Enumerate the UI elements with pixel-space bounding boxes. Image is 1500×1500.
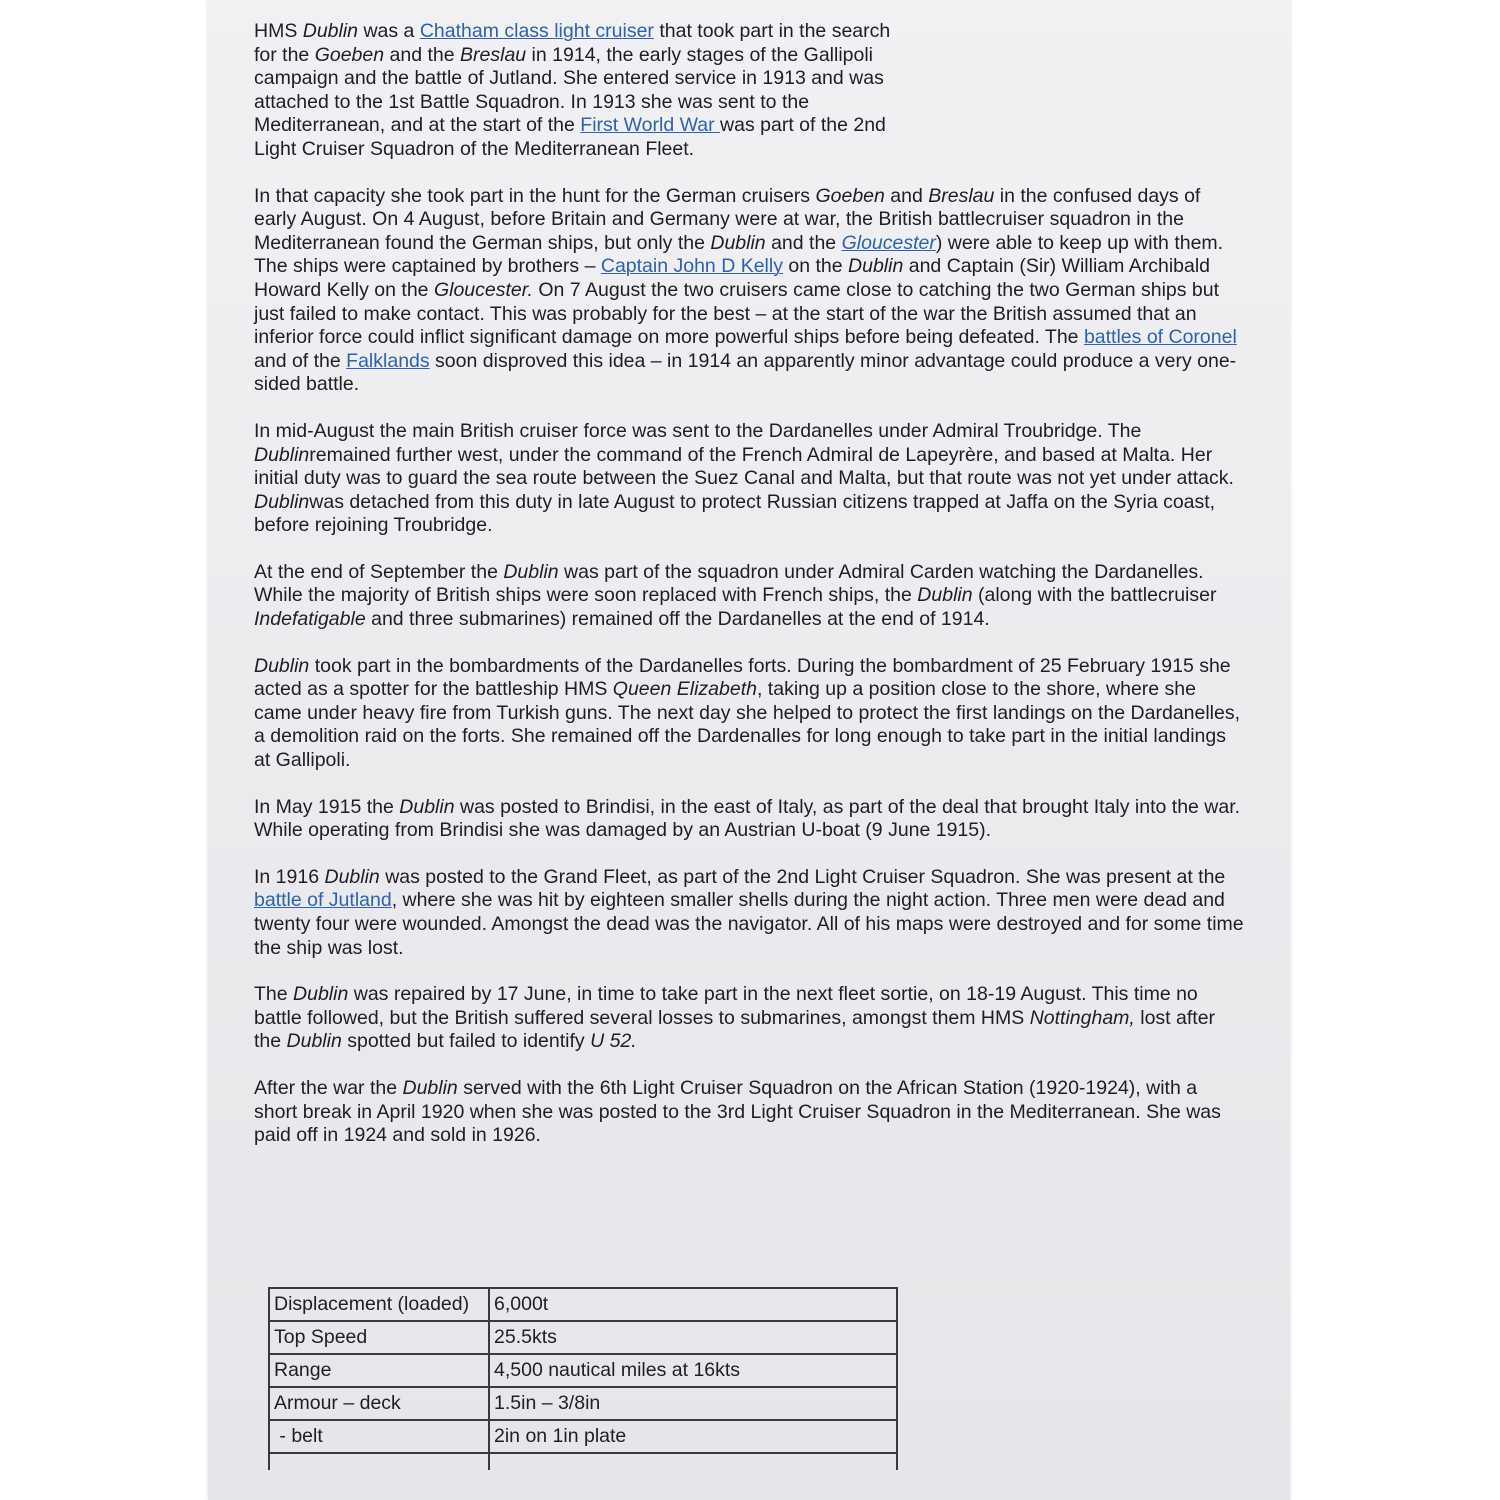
text: (along with the battlecruiser	[972, 584, 1217, 607]
link-falklands[interactable]: Falklands	[346, 349, 430, 372]
ship-name: Dublin	[293, 983, 349, 1006]
text: and the	[384, 43, 461, 66]
text: served with the 6th Light Cruiser Squadron on the African Station (1920-1924), with a short break in April 1920 when she was posted to the 3rd Light Cruiser Squadron in the Mediterranean. She was paid off in 1924 and sold in 1926.	[254, 1076, 1221, 1147]
text: and the	[765, 231, 842, 254]
ship-name: Dublin	[503, 560, 559, 583]
ship-name: U 52.	[590, 1030, 637, 1053]
ship-name: Dublin	[399, 795, 455, 818]
ship-name: Nottingham,	[1029, 1006, 1135, 1029]
table-row	[269, 1321, 897, 1354]
paragraph-jutland	[254, 866, 1244, 960]
ship-name: Dublin	[302, 20, 359, 42]
paragraph-repair	[254, 983, 1244, 1054]
ship-name: Dublin	[848, 255, 904, 278]
spec-value: 6,000t	[489, 1288, 897, 1321]
text: soon disproved this idea – in 1914 an apparently minor advantage could produce a very one-sided battle.	[254, 349, 1237, 396]
ship-name: Queen Elizabeth	[612, 678, 757, 701]
spec-value: 1.5in – 3/8in	[489, 1387, 897, 1420]
ship-name: Dublin	[324, 865, 380, 888]
spec-label: Armour – deck	[269, 1387, 489, 1420]
link-gloucester[interactable]: Gloucester	[841, 231, 936, 254]
text: was posted to Brindisi, in the east of Italy, as part of the deal that brought Italy into the war. While operating from Brindisi she was damaged by an Austrian U-boat (9 June 1915).	[254, 795, 1241, 842]
link-captain-john-kelly[interactable]: Captain John D Kelly	[600, 255, 783, 278]
paragraph-bombardment	[254, 655, 1244, 773]
table-row	[269, 1288, 897, 1321]
spec-value: 4,500 nautical miles at 16kts	[489, 1354, 897, 1387]
text: in 1914, the early stages of the Gallipoli campaign and the battle of Jutland. She entered service in 1913 and was attached to the 1st Battle Squadron. In 1913 she was sent to the Mediterranean, and at the start of the	[254, 43, 884, 137]
spec-value-empty	[489, 1453, 897, 1470]
text: lost after the	[254, 1006, 1216, 1053]
ship-name: Dublin	[710, 231, 766, 254]
text: on the	[782, 255, 849, 278]
text: ) were able to keep up with them. The ships were captained by brothers –	[254, 231, 1224, 278]
text: remained further west, under the command of the French Admiral de Lapeyrère, and based at Malta. Her initial duty was to guard the sea route between the Suez Canal and Malta, but that route was not yet under attack.	[254, 443, 1234, 490]
ship-name: Dublin	[917, 584, 973, 607]
paragraph-september	[254, 561, 1244, 632]
text: The	[254, 983, 294, 1006]
ship-name: Dublin	[254, 443, 310, 466]
paragraph-intro	[254, 20, 914, 162]
text: After the war the	[254, 1076, 403, 1099]
text: , taking up a position close to the shore, where she came under heavy fire from Turkish guns. The next day she helped to protect the first landings on the Dardanelles, a demolition raid on the forts. She remained off the Dardenalles for long enough to take part in the initial landings at Gallipoli.	[254, 678, 1241, 772]
text: in the confused days of early August. On 4 August, before Britain and Germany were at war, the British battlecruiser squadron in the Mediterranean found the German ships, but only the	[254, 184, 1201, 254]
spec-label: Displacement (loaded)	[269, 1288, 489, 1321]
ship-name: Breslau	[928, 184, 995, 207]
table-row-empty	[269, 1453, 897, 1470]
text: On 7 August the two cruisers came close to catching the two German ships but just failed to make contact. This was probably for the best – at the start of the war the British assumed that an inferior force could inflict significant damage on more powerful ships before being defeated. The	[254, 278, 1220, 349]
spec-label: Top Speed	[269, 1321, 489, 1354]
ship-name: Breslau	[460, 43, 527, 66]
paragraph-after-war	[254, 1077, 1244, 1148]
text: In 1916	[254, 865, 325, 888]
text: was part of the squadron under Admiral Carden watching the Dardanelles. While the majority of British ships were soon replaced with French ships, the	[254, 560, 1204, 607]
link-battle-of-jutland[interactable]: battle of Jutland	[254, 889, 392, 912]
text: At the end of September the	[254, 560, 504, 583]
table-row	[269, 1420, 897, 1453]
spec-value: 2in on 1in plate	[489, 1420, 897, 1453]
table-row	[269, 1354, 897, 1387]
article-body	[254, 20, 1244, 1171]
text: was repaired by 17 June, in time to take part in the next fleet sortie, on 18-19 August. This time no battle followed, but the British suffered several losses to submarines, amongst them HMS	[254, 983, 1198, 1029]
paragraph-brindisi	[254, 796, 1244, 843]
ship-name: Dublin	[286, 1030, 342, 1053]
ship-name: Goeben	[314, 43, 385, 66]
ship-name: Goeben	[815, 184, 885, 207]
text: was posted to the Grand Fleet, as part of the 2nd Light Cruiser Squadron. She was present at the	[379, 865, 1226, 888]
spec-value: 25.5kts	[489, 1321, 897, 1354]
table-row	[269, 1387, 897, 1420]
ship-name: Dublin	[254, 490, 310, 513]
text: took part in the bombardments of the Dardanelles forts. During the bombardment of 25 February 1915 she acted as a spotter for the battleship HMS	[254, 654, 1231, 701]
text: and	[884, 184, 929, 207]
link-first-world-war[interactable]: First World War	[580, 114, 721, 137]
paragraph-hunt	[254, 185, 1244, 397]
text: was part of the 2nd Light Cruiser Squadron of the Mediterranean Fleet.	[254, 114, 886, 160]
ship-name: Gloucester.	[433, 278, 533, 301]
text: spotted but failed to identify	[341, 1030, 591, 1053]
spec-label: - belt	[269, 1420, 489, 1453]
spec-label-empty	[269, 1453, 489, 1470]
ship-name: Dublin	[402, 1076, 458, 1099]
ship-name: Dublin	[254, 654, 310, 677]
text: was a	[358, 20, 420, 42]
text: was detached from this duty in late August to protect Russian citizens trapped at Jaffa on the Syria coast, before rejoining Troubridge.	[254, 490, 1216, 537]
text: , where she was hit by eighteen smaller shells during the night action. Three men were dead and twenty four were wounded. Amongst the dead was the navigator. All of his maps were destroyed and for some time the ship was lost.	[254, 889, 1244, 959]
text: HMS	[254, 20, 303, 42]
link-battles-of-coronel[interactable]: battles of Coronel	[1083, 326, 1237, 349]
text: and three submarines) remained off the Dardanelles at the end of 1914.	[365, 608, 990, 631]
ship-name: Indefatigable	[254, 608, 366, 631]
spec-label: Range	[269, 1354, 489, 1387]
paragraph-mid-august	[254, 420, 1244, 538]
text: In May 1915 the	[254, 795, 400, 818]
text: that took part in the search for the	[254, 20, 891, 66]
text: In mid-August the main British cruiser force was sent to the Dardanelles under Admiral Troubridge. The	[254, 419, 1142, 442]
text: and of the	[254, 349, 347, 372]
text: and Captain (Sir) William Archibald Howard Kelly on the	[254, 255, 1211, 301]
specifications-table	[268, 1287, 898, 1470]
text: In that capacity she took part in the hunt for the German cruisers	[254, 184, 816, 207]
link-chatham-class[interactable]: Chatham class light cruiser	[419, 20, 654, 42]
